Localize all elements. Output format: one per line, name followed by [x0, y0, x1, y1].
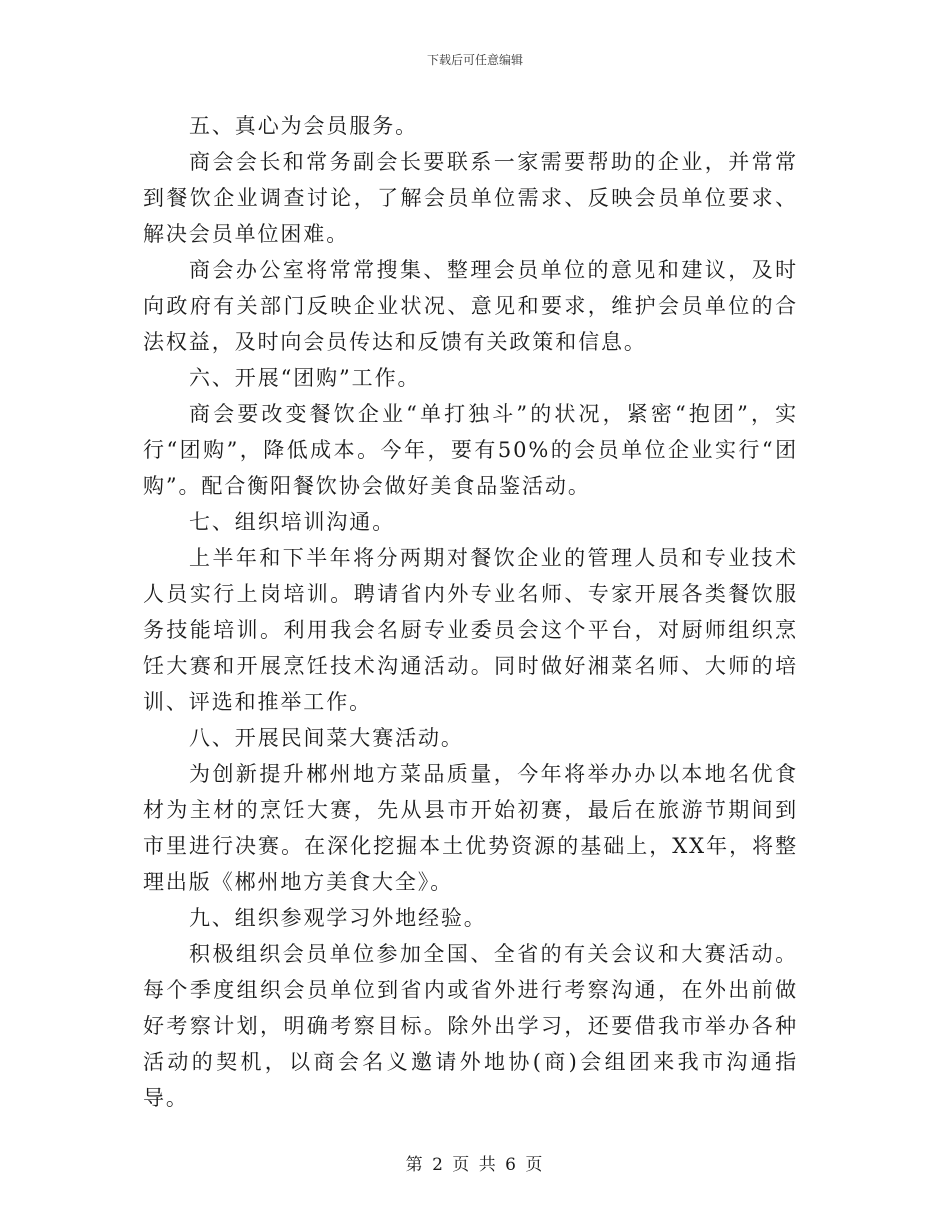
document-body	[143, 108, 798, 1116]
body-paragraph: 为创新提升郴州地方菜品质量，今年将举办办以本地名优食材为主材的烹饪大赛，先从县市开始初赛，最后在旅游节期间到市里进行决赛。在深化挖掘本土优势资源的基础上，XX年，将整理出版《郴州地方美食大全》。	[143, 762, 798, 894]
section-heading-8: 八、开展民间菜大赛活动。	[189, 726, 464, 750]
body-paragraph: 商会办公室将常常搜集、整理会员单位的意见和建议，及时向政府有关部门反映企业状况、意见和要求，维护会员单位的合法权益，及时向会员传达和反馈有关政策和信息。	[143, 258, 798, 354]
section-heading-7: 七、组织培训沟通。	[189, 510, 396, 534]
body-paragraph: 商会要改变餐饮企业“单打独斗”的状况，紧密“抱团”，实行“团购”，降低成本。今年，要有50%的会员单位企业实行“团购”。配合衡阳餐饮协会做好美食品鉴活动。	[143, 402, 798, 498]
body-paragraph: 上半年和下半年将分两期对餐饮企业的管理人员和专业技术人员实行上岗培训。聘请省内外专业名师、专家开展各类餐饮服务技能培训。利用我会名厨专业委员会这个平台，对厨师组织烹饪大赛和开展烹饪技术沟通活动。同时做好湘菜名师、大师的培训、评选和推举工作。	[143, 546, 798, 714]
page-header-note: 下载后可任意编辑	[426, 53, 523, 67]
section-heading-6: 六、开展“团购”工作。	[189, 366, 421, 390]
section-heading-5: 五、真心为会员服务。	[189, 114, 418, 138]
page-number: 第 2 页 共 6 页	[405, 1155, 545, 1175]
body-paragraph: 积极组织会员单位参加全国、全省的有关会议和大赛活动。每个季度组织会员单位到省内或省外进行考察沟通，在外出前做好考察计划，明确考察目标。除外出学习，还要借我市举办各种活动的契机，以商会名义邀请外地协(商)会组团来我市沟通指导。	[143, 942, 798, 1110]
body-paragraph: 商会会长和常务副会长要联系一家需要帮助的企业，并常常到餐饮企业调查讨论，了解会员单位需求、反映会员单位要求、解决会员单位困难。	[143, 150, 798, 246]
section-heading-9: 九、组织参观学习外地经验。	[189, 906, 487, 930]
